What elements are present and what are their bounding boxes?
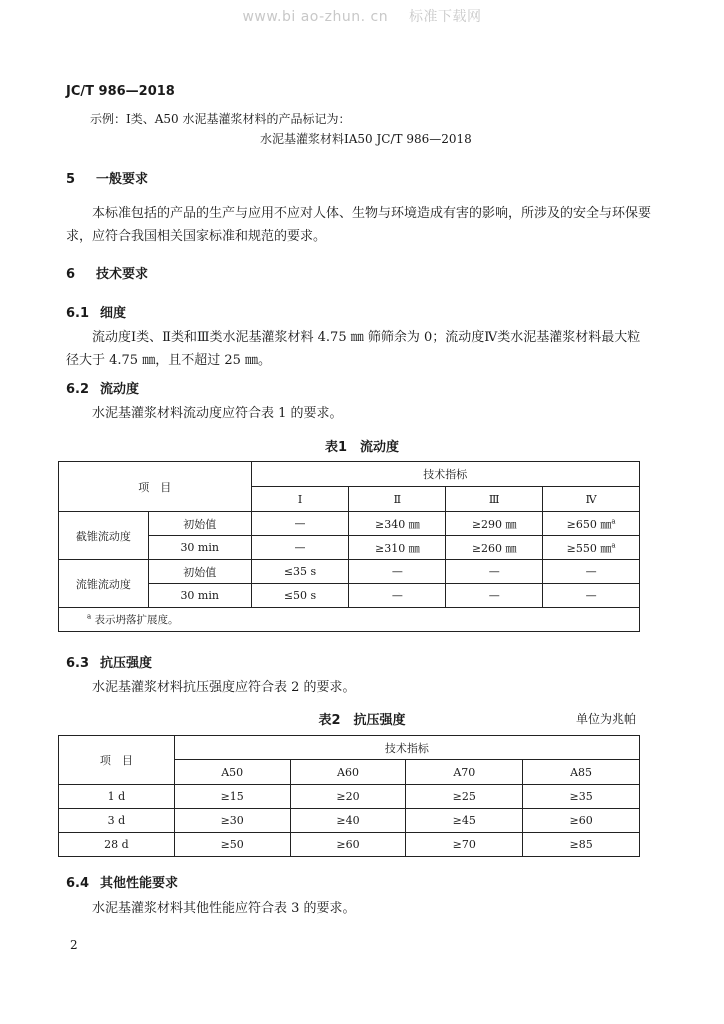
- table-row: [59, 809, 640, 833]
- table-cell: ≥35: [523, 785, 640, 809]
- row-sub-label: 30 min: [148, 536, 251, 560]
- col-header: A50: [174, 760, 290, 785]
- section-number: 6.4: [66, 876, 90, 891]
- item-header: 项 目: [59, 462, 252, 512]
- section-title: 其他性能要求: [100, 876, 179, 891]
- table-cell: ≥20: [290, 785, 406, 809]
- table-cell: ≥290 ㎜: [446, 512, 543, 536]
- table-cell: —: [349, 584, 446, 608]
- example-line-1: 示例：Ⅰ类、A50 水泥基灌浆材料的产品标记为：: [90, 112, 351, 126]
- cell-value: ≥550 ㎜: [566, 541, 612, 555]
- section-number: 6.3: [66, 656, 90, 671]
- table-cell: —: [349, 560, 446, 584]
- group-header: 技术指标: [174, 736, 639, 760]
- table-cell: [543, 536, 640, 560]
- item-header: 项 目: [59, 736, 175, 785]
- section-number: 6: [66, 267, 76, 282]
- watermark-site: www.bi ao-zhun. cn: [242, 9, 389, 25]
- section-title: 细度: [100, 306, 127, 321]
- col-header: Ⅰ: [251, 487, 349, 512]
- section-number: 6.2: [66, 382, 90, 397]
- table-cell: ≥310 ㎜: [349, 536, 446, 560]
- section-6-2-heading: [66, 378, 139, 397]
- row-label: 1 d: [59, 785, 175, 809]
- section-title: 一般要求: [96, 172, 149, 187]
- footnote-mark: a: [611, 540, 616, 549]
- row-sub-label: 初始值: [148, 560, 251, 584]
- footnote-mark: a: [611, 516, 616, 525]
- table-cell: ≥30: [174, 809, 290, 833]
- table-row: [59, 512, 640, 536]
- row-label: 28 d: [59, 833, 175, 857]
- table-cell: —: [543, 560, 640, 584]
- section-5-heading: [66, 168, 148, 187]
- section-title: 抗压强度: [100, 656, 153, 671]
- footnote-mark: a: [87, 612, 92, 621]
- table-cell: —: [543, 584, 640, 608]
- table-row: [59, 833, 640, 857]
- table-cell: ≥260 ㎜: [446, 536, 543, 560]
- table-cell: ≥40: [290, 809, 406, 833]
- table-cell: ≥15: [174, 785, 290, 809]
- table-cell: ≥85: [523, 833, 640, 857]
- section-number: 5: [66, 172, 76, 187]
- row-label: 3 d: [59, 809, 175, 833]
- cell-value: ≥650 ㎜: [566, 517, 612, 531]
- group-header: 技术指标: [251, 462, 639, 487]
- section-5-line-2: 求，应符合我国相关国家标准和规范的要求。: [66, 229, 327, 244]
- table-cell: ≥340 ㎜: [349, 512, 446, 536]
- table-row: [59, 560, 640, 584]
- table-cell: ≥60: [523, 809, 640, 833]
- section-6-2-line-1: 水泥基灌浆材料流动度应符合表 1 的要求。: [92, 406, 343, 421]
- table-cell: ≥25: [406, 785, 523, 809]
- table-note: [59, 608, 640, 632]
- table-cell: —: [251, 512, 349, 536]
- section-6-3-line-1: 水泥基灌浆材料抗压强度应符合表 2 的要求。: [92, 680, 356, 695]
- section-title: 流动度: [100, 382, 140, 397]
- row-group-label: 流锥流动度: [59, 560, 149, 608]
- table-1-flowability: [58, 461, 640, 632]
- row-sub-label: 初始值: [148, 512, 251, 536]
- col-header: Ⅲ: [446, 487, 543, 512]
- table-cell: —: [446, 584, 543, 608]
- col-header: A85: [523, 760, 640, 785]
- table-cell: —: [251, 536, 349, 560]
- table-cell: ≥45: [406, 809, 523, 833]
- table-note-row: [59, 608, 640, 632]
- page-number: 2: [70, 938, 78, 952]
- watermark: [0, 6, 724, 26]
- section-6-4-line-1: 水泥基灌浆材料其他性能应符合表 3 的要求。: [92, 901, 356, 916]
- table-1-caption: 表1 流动度: [324, 440, 400, 455]
- section-5-line-1: 本标准包括的产品的生产与应用不应对人体、生物与环境造成有害的影响，所涉及的安全与环保要: [92, 206, 652, 221]
- section-title: 技术要求: [96, 267, 149, 282]
- col-header: Ⅱ: [349, 487, 446, 512]
- section-number: 6.1: [66, 306, 90, 321]
- table-cell: —: [446, 560, 543, 584]
- table-2-compressive-strength: [58, 735, 640, 857]
- table-cell: ≤50 s: [251, 584, 349, 608]
- table-2-unit: 单位为兆帕: [575, 712, 636, 726]
- col-header: A60: [290, 760, 406, 785]
- table-cell: [543, 512, 640, 536]
- example-line-2: 水泥基灌浆材料ⅠA50 JC/T 986—2018: [260, 132, 472, 146]
- table-cell: ≥60: [290, 833, 406, 857]
- row-sub-label: 30 min: [148, 584, 251, 608]
- table-row: [59, 785, 640, 809]
- section-6-1-heading: [66, 302, 126, 321]
- section-6-heading: [66, 263, 148, 282]
- row-group-label: 截锥流动度: [59, 512, 149, 560]
- col-header: Ⅳ: [543, 487, 640, 512]
- doc-code: JC/T 986—2018: [66, 84, 175, 99]
- section-6-1-line-1: 流动度Ⅰ类、Ⅱ类和Ⅲ类水泥基灌浆材料 4.75 ㎜ 筛筛余为 0；流动度Ⅳ类水泥基灌浆材料最大粒: [92, 330, 641, 345]
- table-2-caption: 表2 抗压强度: [318, 713, 406, 728]
- table-cell: ≥70: [406, 833, 523, 857]
- note-text: 表示坍落扩展度。: [94, 614, 179, 626]
- section-6-1-line-2: 径大于 4.75 ㎜，且不超过 25 ㎜。: [66, 353, 272, 368]
- table-cell: ≥50: [174, 833, 290, 857]
- section-6-3-heading: [66, 652, 152, 671]
- watermark-label: 标准下载网: [409, 9, 482, 25]
- col-header: A70: [406, 760, 523, 785]
- section-6-4-heading: [66, 872, 178, 891]
- table-cell: ≤35 s: [251, 560, 349, 584]
